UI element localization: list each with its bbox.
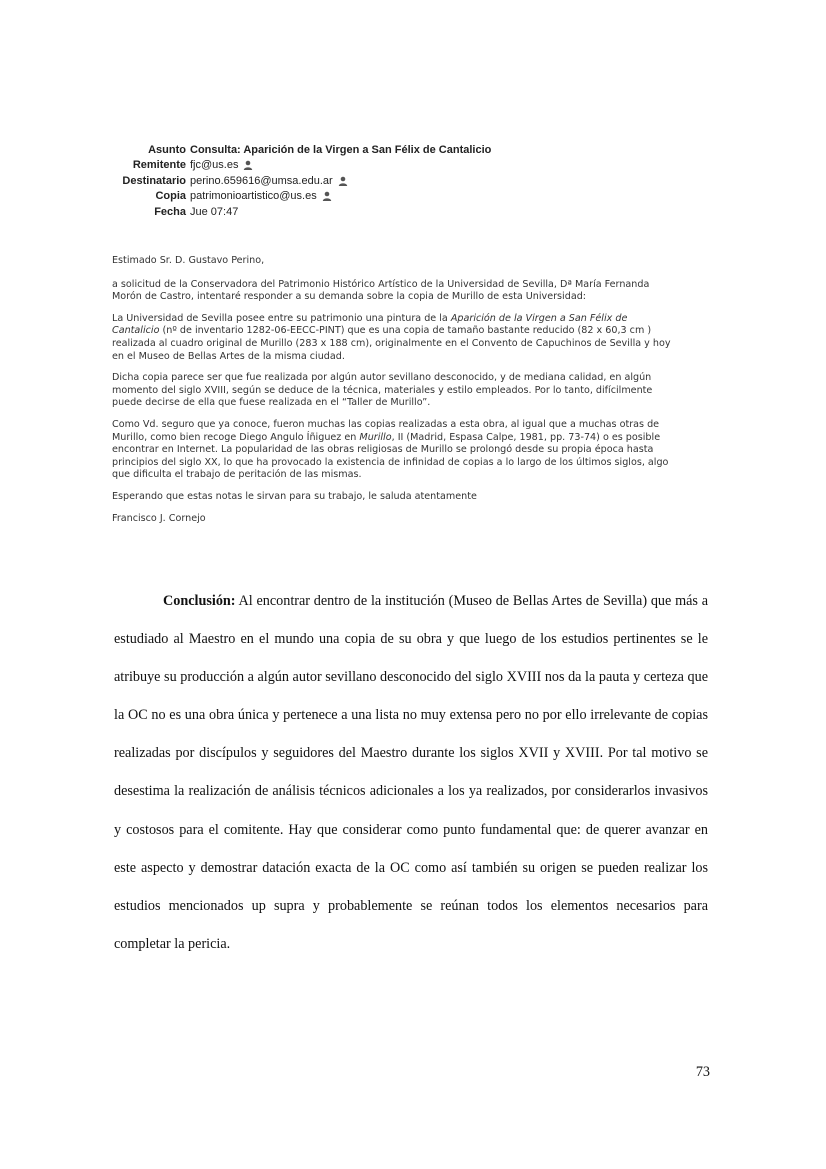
email-paragraph-2-end: (nº de inventario 1282-06-EECC-PINT) que es una copia de tamaño bastante reducido (82 x 60,3 cm ) realizada al cuadro original de Murillo (283 x 188 cm), originalmente en el Convento de Capuchinos de Sevilla y hoy en el Museo de Bellas Artes de la misma ciudad. (112, 325, 671, 362)
email-paragraph-3: Dicha copia parece ser que fue realizada por algún autor sevillano desconocido, y de mediana calidad, en algún momento del siglo XVIII, según se deduce de la técnica, materiales y estilo empleados. Por lo tanto, difícilmente puede decirse de ella que fuese realizada en el “Taller de Murillo”. (112, 372, 653, 409)
artwork-title: Aparición de la Virgen a San Félix de Cantalicio (112, 312, 628, 337)
email-paragraph-4 (112, 419, 672, 482)
to-value: perino.659616@umsa.edu.ar (190, 174, 333, 187)
cc-value: patrimonioartistico@us.es (190, 190, 317, 203)
date-value: Jue 07:47 (190, 205, 239, 218)
person-icon (322, 191, 332, 201)
conclusion-label: Conclusión: (163, 593, 236, 609)
email-signature: Francisco J. Cornejo (112, 512, 206, 524)
cc-label: Copia (155, 190, 186, 203)
subject-row (112, 142, 712, 158)
email-paragraph-4-start: Como Vd. seguro que ya conoce, fueron muchas las copias realizadas a esta obra, al igual que a muchas otras de Murillo, como bien recoge Diego Angulo Íñiguez en (112, 418, 660, 443)
email-header (112, 142, 712, 220)
cc-row (112, 189, 712, 205)
email-paragraph-1: a solicitud de la Conservadora del Patrimonio Histórico Artístico de la Universidad de Sevilla, Dª María Fernanda Morón de Castro, intentaré responder a su demanda sobre la copia de Murillo de esta Universidad: (112, 278, 650, 303)
conclusion-paragraph (114, 582, 708, 963)
page-number: 73 (695, 1064, 710, 1080)
from-value: fjc@us.es (190, 159, 239, 172)
date-label: Fecha (154, 205, 186, 218)
subject-label: Asunto (148, 143, 186, 156)
email-closing: Esperando que estas notas le sirvan para su trabajo, le saluda atentamente (112, 490, 477, 502)
conclusion-text: Al encontrar dentro de la institución (Museo de Bellas Artes de Sevilla) que más a estudiado al Maestro en el mundo una copia de su obra y que luego de los estudios pertinentes se le atribuye su producción a algún autor sevillano desconocido del siglo XVIII nos da la pauta y certeza que la OC no es una obra única y pertenece a una lista no muy extensa pero no por ello irrelevante de copias realizadas por discípulos y seguidores del Maestro durante los siglos XVII y XVIII. Por tal motivo se desestima la realización de análisis técnicos adicionales a los ya realizados, por considerarlos invasivos y costosos para el comitente. Hay que considerar como punto fundamental que: de querer avanzar en este aspecto y demostrar datación exacta de la OC como así también su origen se pueden realizar los estudios mencionados up supra y probablemente se reúnan todos los elementos necesarios para completar la pericia. (114, 593, 708, 952)
email-screenshot (112, 142, 712, 524)
date-row (112, 204, 712, 220)
email-paragraph-4-end: , II (Madrid, Espasa Calpe, 1981, pp. 73-74) o es posible encontrar en Internet. La popularidad de las obras religiosas de Murillo se prolongó desde su propia época hasta principios del siglo XX, lo que ha provocado la existencia de infinidad de copias a lo largo de los últimos siglos, algo que dificulta el trabajo de peritación de las mismas. (112, 431, 669, 481)
person-icon (338, 176, 348, 186)
from-label: Remitente (132, 159, 186, 172)
to-label: Destinatario (122, 174, 186, 187)
email-greeting: Estimado Sr. D. Gustavo Perino, (112, 255, 265, 266)
subject-value: Consulta: Aparición de la Virgen a San Félix de Cantalicio (190, 143, 492, 156)
email-paragraph-2 (112, 313, 672, 363)
book-title: Murillo (359, 431, 392, 443)
email-body (112, 255, 672, 534)
person-icon (243, 160, 253, 170)
from-row (112, 158, 712, 174)
to-row (112, 173, 712, 189)
email-paragraph-2-start: La Universidad de Sevilla posee entre su patrimonio una pintura de la (112, 312, 451, 324)
